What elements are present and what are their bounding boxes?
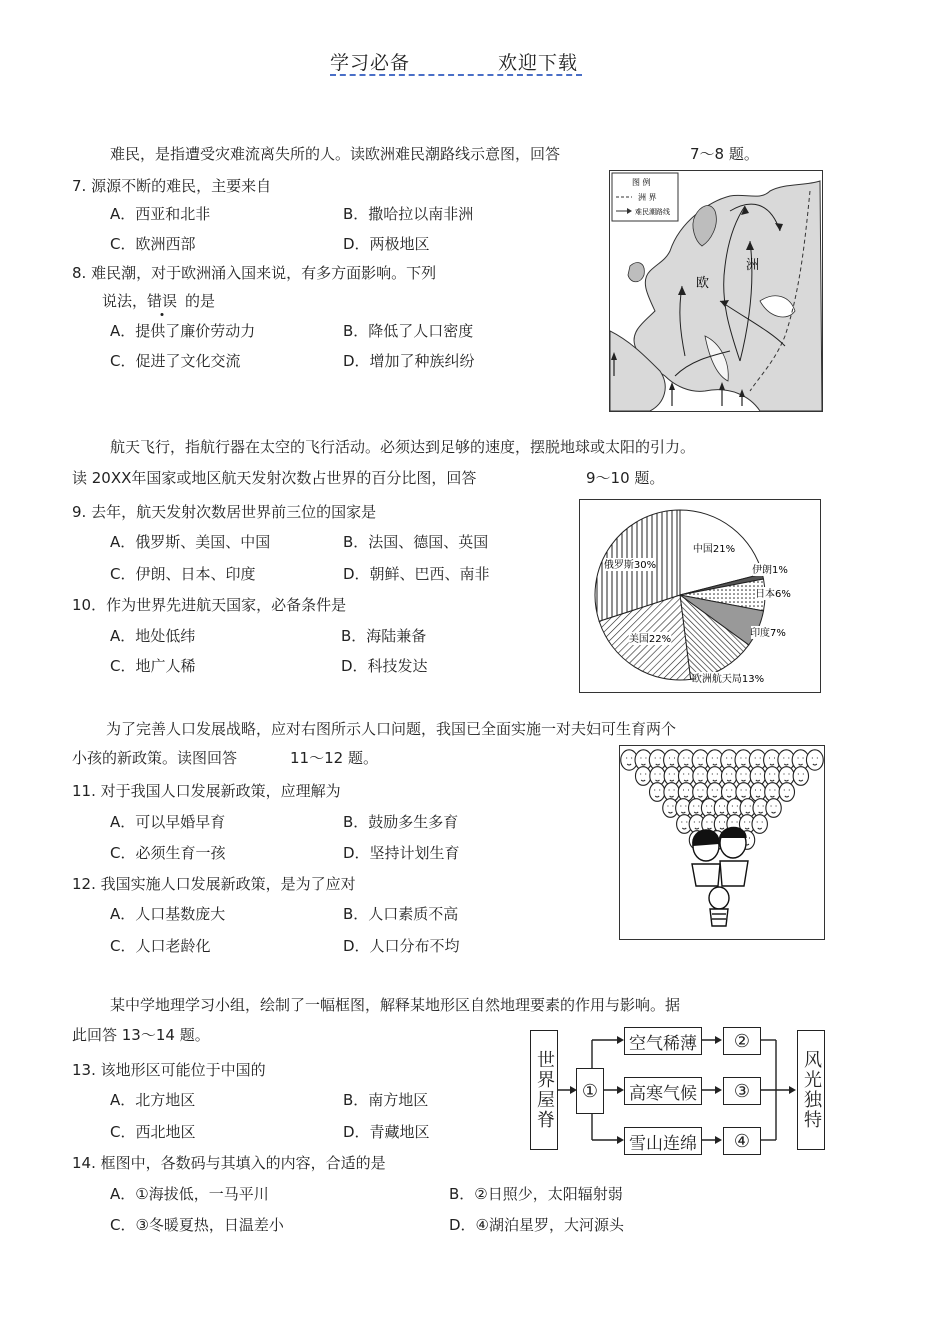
sec4-intro1: 某中学地理学习小组，绘制了一幅框图，解释某地形区自然地理要素的作用与影响。据: [110, 996, 681, 1014]
pie-label-1: 伊朗1%: [752, 565, 788, 576]
diagram-circle-2: ②: [723, 1027, 761, 1055]
q8-option-a[interactable]: A．提供了廉价劳动力: [110, 322, 256, 340]
q13-option-b[interactable]: B．南方地区: [343, 1091, 429, 1109]
pie-label-6: 俄罗斯30%: [603, 560, 657, 571]
q13-option-a[interactable]: A．北方地区: [110, 1091, 196, 1109]
sec1-range: 7～8 题。: [690, 145, 759, 163]
q8-option-c[interactable]: C．促进了文化交流: [110, 352, 241, 370]
pie-label-5: 美国22%: [628, 634, 672, 645]
q13-option-c[interactable]: C．西北地区: [110, 1123, 196, 1141]
page-header: [330, 48, 579, 75]
diagram-right-box: 风光独特: [797, 1030, 825, 1150]
q13-option-d[interactable]: D．青藏地区: [343, 1123, 430, 1141]
q8-stem-line2: [102, 290, 215, 311]
crowd-head: [678, 783, 693, 802]
crowd-head: [806, 750, 823, 770]
q9-option-c[interactable]: C．伊朗、日本、印度: [110, 565, 256, 583]
sec1-intro: 难民，是指遭受灾难流离失所的人。读欧洲难民潮路线示意图，回答: [110, 145, 561, 163]
q7-option-a[interactable]: A．西亚和北非: [110, 205, 211, 223]
refugee-route-map: [609, 170, 823, 412]
diagram-mid-2: 高寒气候: [624, 1077, 702, 1105]
q11-stem: 11. 对于我国人口发展新政策，应理解为: [72, 782, 341, 800]
q14-option-a[interactable]: A．①海拔低，一马平川: [110, 1185, 269, 1203]
diagram-circle-4: ④: [723, 1127, 761, 1155]
sec3-range: 11～12 题。: [290, 749, 378, 767]
diagram-mid-1: 空气稀薄: [624, 1027, 702, 1055]
crowd-illustration: [620, 746, 824, 939]
q12-option-b[interactable]: B．人口素质不高: [343, 905, 459, 923]
q13-stem: 13. 该地形区可能位于中国的: [72, 1061, 266, 1079]
sec3-intro1: 为了完善人口发展战略，应对右图所示人口问题，我国已全面实施一对夫妇可生育两个: [106, 720, 677, 738]
q12-option-d[interactable]: D．人口分布不均: [343, 937, 460, 955]
header-underline: [330, 74, 582, 76]
launch-share-pie-chart: [579, 499, 821, 693]
pie-label-4: 欧洲航天局13%: [691, 674, 765, 685]
pie-svg: [580, 500, 820, 692]
q10-option-a[interactable]: A．地处低纬: [110, 627, 196, 645]
map-label-ou: 欧: [696, 276, 710, 291]
crowd-head: [650, 783, 665, 802]
q9-option-a[interactable]: A．俄罗斯、美国、中国: [110, 533, 271, 551]
q8-stem: 8. 难民潮，对于欧洲涌入国来说，有多方面影响。下列: [72, 264, 437, 282]
q8-emphasis: 错误: [147, 292, 178, 310]
q7-option-d[interactable]: D．两极地区: [343, 235, 430, 253]
q11-option-c[interactable]: C．必须生育一孩: [110, 844, 226, 862]
q14-option-b[interactable]: B．②日照少，太阳辐射弱: [449, 1185, 623, 1203]
crowd-head: [779, 783, 794, 802]
sec2-intro1: 航天飞行，指航行器在太空的飞行活动。必须达到足够的速度，摆脱地球或太阳的引力。: [110, 438, 696, 456]
diagram-mid-3: 雪山连绵: [624, 1127, 702, 1155]
q12-option-c[interactable]: C．人口老龄化: [110, 937, 211, 955]
q7-option-c[interactable]: C．欧洲西部: [110, 235, 196, 253]
q10-stem: 10．作为世界先进航天国家，必备条件是: [72, 596, 347, 614]
q8-option-d[interactable]: D．增加了种族纠纷: [343, 352, 475, 370]
q7-option-b[interactable]: B．撒哈拉以南非洲: [343, 205, 474, 223]
q9-option-d[interactable]: D．朝鲜、巴西、南非: [343, 565, 490, 583]
population-cartoon: [619, 745, 825, 940]
crowd-head: [750, 783, 765, 802]
q9-stem: 9. 去年，航天发射次数居世界前三位的国家是: [72, 503, 377, 521]
q14-option-d[interactable]: D．④湖泊星罗，大河源头: [449, 1216, 624, 1234]
q10-option-d[interactable]: D．科技发达: [341, 657, 428, 675]
q9-option-b[interactable]: B．法国、德国、英国: [343, 533, 489, 551]
sec2-range: 9～10 题。: [586, 469, 665, 487]
pie-label-3: 印度7%: [750, 628, 786, 639]
sec4-intro2: 此回答 13～14 题。: [72, 1026, 210, 1044]
legend-border: 洲 界: [638, 193, 657, 202]
q8-stem2c: 的是: [185, 292, 216, 310]
q8-stem2a: 说法，: [102, 292, 148, 310]
header-left: 学习必备: [330, 52, 411, 74]
sec2-intro2: 读 20XX年国家或地区航天发射次数占世界的百分比图，回答: [72, 469, 477, 487]
q10-option-c[interactable]: C．地广人稀: [110, 657, 196, 675]
sec3-intro2: 小孩的新政策。读图回答: [72, 749, 238, 767]
q12-option-a[interactable]: A．人口基数庞大: [110, 905, 226, 923]
legend-title: 图 例: [632, 178, 651, 187]
diagram-circle-1: ①: [576, 1068, 604, 1114]
q8-option-b[interactable]: B．降低了人口密度: [343, 322, 474, 340]
crowd-head: [635, 767, 650, 786]
map-svg: [610, 171, 822, 411]
q12-stem: 12. 我国实施人口发展新政策，是为了应对: [72, 875, 356, 893]
q11-option-a[interactable]: A．可以早婚早育: [110, 813, 226, 831]
pie-label-2: 日本6%: [755, 589, 791, 600]
crowd-head: [752, 815, 767, 834]
terrain-flow-diagram: [530, 1024, 825, 1156]
crowd-head: [793, 767, 808, 786]
q14-stem: 14. 框图中，各数码与其填入的内容，合适的是: [72, 1154, 386, 1172]
legend-route: 难民潮路线: [635, 208, 670, 216]
q11-option-d[interactable]: D．坚持计划生育: [343, 844, 460, 862]
q7-stem: 7. 源源不断的难民，主要来自: [72, 177, 272, 195]
q10-option-b[interactable]: B．海陆兼备: [341, 627, 427, 645]
diagram-left-box: 世界屋脊: [530, 1030, 558, 1150]
pie-label-0: 中国21%: [692, 544, 736, 555]
q11-option-b[interactable]: B．鼓励多生多育: [343, 813, 459, 831]
map-label-zhou: 洲: [746, 258, 760, 273]
q14-option-c[interactable]: C．③冬暖夏热，日温差小: [110, 1216, 284, 1234]
header-right: 欢迎下载: [498, 52, 579, 74]
crowd-head: [766, 799, 781, 818]
diagram-circle-3: ③: [723, 1077, 761, 1105]
